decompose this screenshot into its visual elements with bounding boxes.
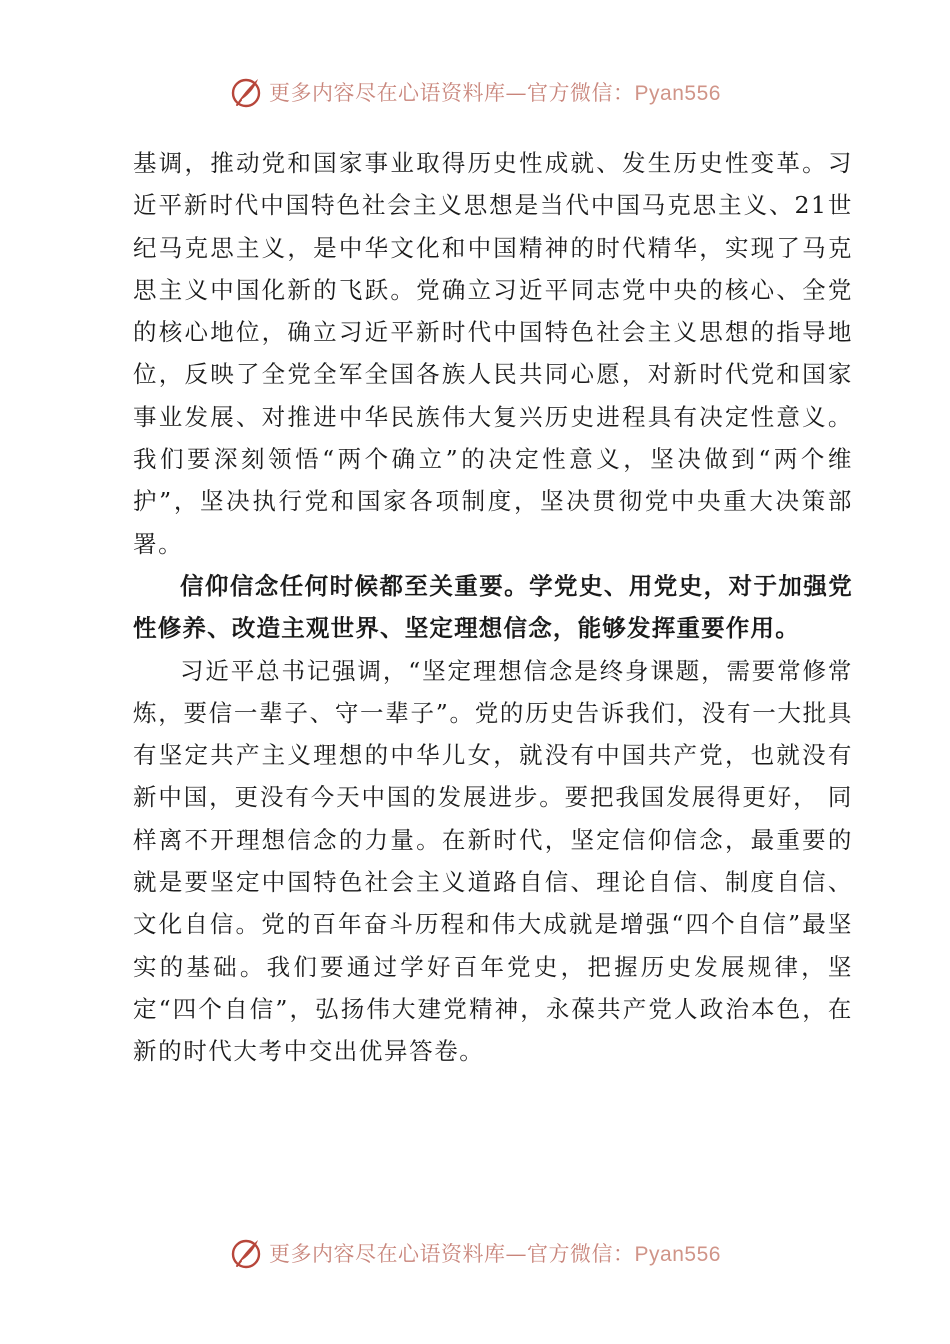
watermark-text xyxy=(269,1238,721,1268)
watermark-main: 更多内容尽在心语资料库 xyxy=(269,81,506,105)
watermark-wechat-id: Pyan556 xyxy=(634,82,721,105)
quill-circle-logo-icon xyxy=(229,75,263,109)
watermark-main: 更多内容尽在心语资料库 xyxy=(269,1242,506,1266)
watermark-text xyxy=(269,77,721,107)
watermark-label: 官方微信： xyxy=(527,81,635,105)
watermark-wechat-id: Pyan556 xyxy=(634,1243,721,1266)
paragraph-body: 习近平总书记强调，“坚定理想信念是终身课题，需要常修常炼，要信一辈子、守一辈子”。党的历史告诉我们，没有一大批具有坚定共产主义理想的中华儿女，就没有中国共产党，也就没有新中国，更没有今天中国的发展进步。要把我国发展得更好， 同样离不开理想信念的力量。在新时代，坚定信仰信念，最重要的就是要坚定中国特色社会主义道路自信、理论自信、制度自信、文化自信。党的百年奋斗历程和伟大成就是增强“四个自信”最坚实的基础。我们要通过学好百年党史，把握历史发展规律，坚定“四个自信”，弘扬伟大建党精神，永葆共产党人政治本色，在新的时代大考中交出优异答卷。 xyxy=(133,656,853,1066)
watermark-label: 官方微信： xyxy=(527,1242,635,1266)
paragraph-bold-heading: 信仰信念任何时候都至关重要。学党史、用党史，对于加强党性修养、改造主观世界、坚定理想信念，能够发挥重要作用。 xyxy=(133,571,853,643)
paragraph-continuation: 基调，推动党和国家事业取得历史性成就、发生历史性变革。习近平新时代中国特色社会主义思想是当代中国马克思主义、21世纪马克思主义，是中华文化和中国精神的时代精华，实现了马克思主义中国化新的飞跃。党确立习近平同志党中央的核心、全党的核心地位，确立习近平新时代中国特色社会主义思想的指导地位，反映了全党全军全国各族人民共同心愿，对新时代党和国家事业发展、对推进中华民族伟大复兴历史进程具有决定性意义。我们要深刻领悟“两个确立”的决定性意义，坚决做到“两个维护”，坚决执行党和国家各项制度，坚决贯彻党中央重大决策部 署。 xyxy=(133,149,853,558)
header-watermark xyxy=(0,72,950,112)
document-body xyxy=(133,142,853,1073)
footer-watermark xyxy=(0,1233,950,1273)
quill-circle-logo-icon xyxy=(229,1236,263,1270)
watermark-dash: — xyxy=(505,1242,528,1266)
watermark-dash: — xyxy=(505,81,528,105)
